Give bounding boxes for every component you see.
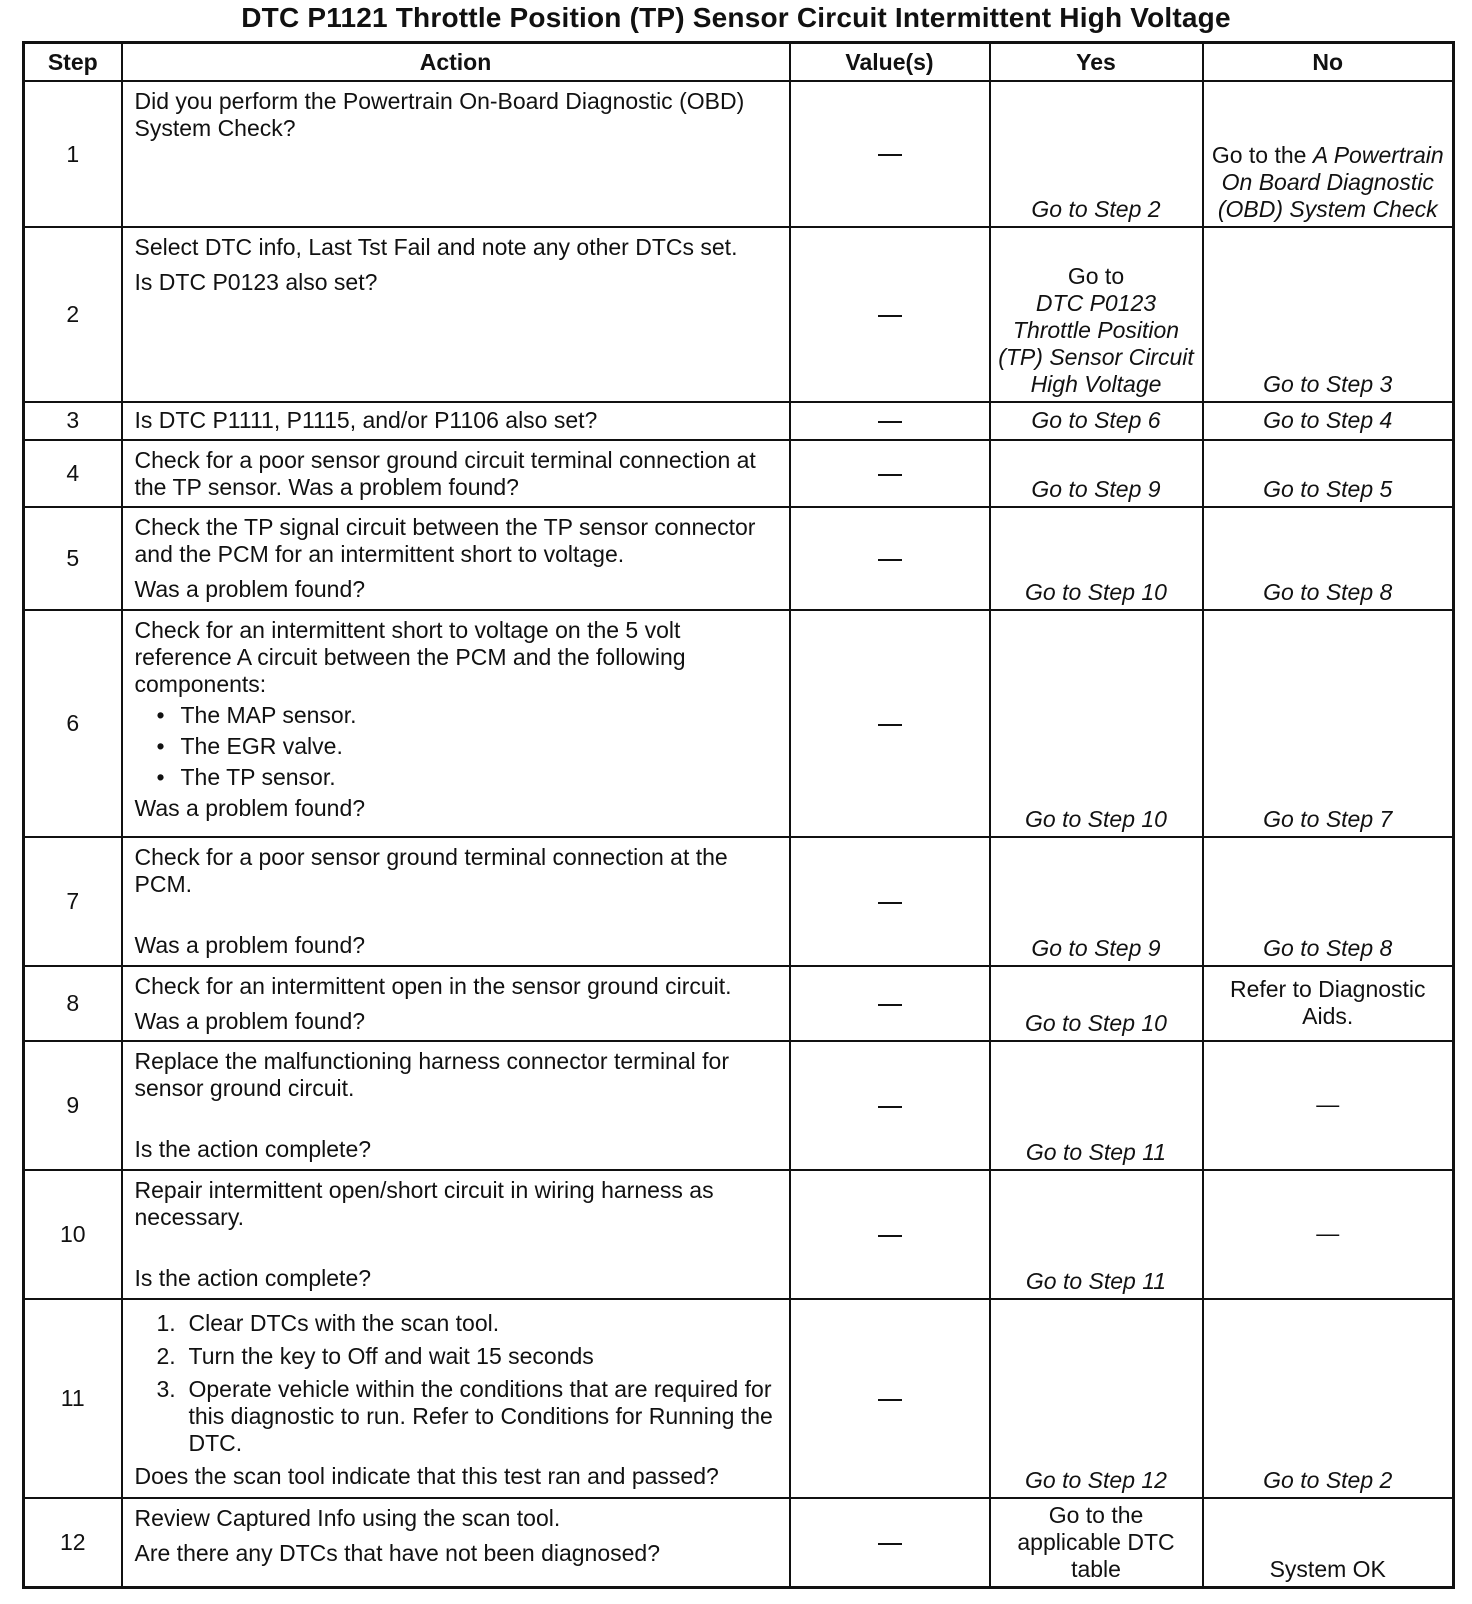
action-text: Select DTC info, Last Tst Fail and note any other DTCs set. <box>134 234 738 261</box>
value-cell <box>790 837 990 966</box>
dash-icon <box>878 1543 902 1545</box>
list-item: • The EGR valve. <box>157 733 781 760</box>
header-step: Step <box>24 43 122 82</box>
yes-cell: Go to Step 10 <box>990 507 1203 609</box>
value-cell <box>790 966 990 1041</box>
step-number: 10 <box>24 1170 122 1299</box>
action-text: Check the TP signal circuit between the TP sensor connector and the PCM for an intermittent short to voltage. <box>134 514 756 568</box>
dash-icon <box>878 559 902 561</box>
action-question: Is the action complete? <box>134 1135 372 1162</box>
yes-cell: Go to Step 6 <box>990 402 1203 441</box>
step-number: 2 <box>24 227 122 402</box>
no-link: A Powertrain On Board Diagnostic (OBD) System Check <box>1217 142 1444 223</box>
page-title: DTC P1121 Throttle Position (TP) Sensor Circuit Intermittent High Voltage <box>241 2 1231 33</box>
no-cell: Refer to Diagnostic Aids. <box>1203 966 1454 1041</box>
table-row <box>24 81 1454 227</box>
list-item <box>157 1376 781 1457</box>
action-text: Did you perform the Powertrain On-Board Diagnostic (OBD) System Check? <box>134 88 745 141</box>
no-cell: Go to Step 2 <box>1203 1299 1454 1498</box>
action-text: Repair intermittent open/short circuit in wiring harness as necessary. <box>134 1176 714 1230</box>
action-cell <box>122 1299 790 1498</box>
yes-cell: Go to Step 10 <box>990 966 1203 1041</box>
list-item <box>157 1310 781 1337</box>
header-row <box>24 43 1454 82</box>
action-text: Check for a poor sensor ground terminal connection at the PCM. <box>134 844 728 897</box>
action-cell <box>122 402 790 441</box>
action-question: Does the scan tool indicate that this test ran and passed? <box>134 1462 719 1489</box>
dash-icon <box>878 421 902 423</box>
action-text: Replace the malfunctioning harness connector terminal for sensor ground circuit. <box>134 1047 729 1101</box>
table-row <box>24 1041 1454 1170</box>
yes-cell: Go to Step 2 <box>990 81 1203 227</box>
action-question: Was a problem found? <box>134 1007 366 1034</box>
value-cell <box>790 440 990 507</box>
table-row <box>24 440 1454 507</box>
action-text: Check for an intermittent open in the sensor ground circuit. <box>134 972 732 999</box>
table-row <box>24 507 1454 609</box>
header-action: Action <box>122 43 790 82</box>
dash-icon <box>878 154 902 156</box>
table-row <box>24 1498 1454 1588</box>
list-number: 3. <box>156 1375 176 1402</box>
dash-icon <box>878 315 902 317</box>
yes-cell <box>990 227 1203 402</box>
no-cell: Go to Step 3 <box>1203 227 1454 402</box>
table-row <box>24 837 1454 966</box>
action-question: Are there any DTCs that have not been diagnosed? <box>134 1539 661 1566</box>
yes-cell: Go to Step 9 <box>990 440 1203 507</box>
step-number: 11 <box>24 1299 122 1498</box>
dash-icon <box>878 1106 902 1108</box>
action-cell <box>122 227 790 402</box>
value-cell <box>790 1170 990 1299</box>
action-text: Review Captured Info using the scan tool. <box>134 1504 561 1531</box>
value-cell <box>790 227 990 402</box>
action-text: Check for an intermittent short to voltage on the 5 volt reference A circuit between the PCM and the following components: <box>134 616 686 697</box>
no-cell: Go to Step 5 <box>1203 440 1454 507</box>
table-row <box>24 402 1454 441</box>
value-cell <box>790 610 990 837</box>
diagnostic-table <box>22 41 1455 1589</box>
step-number: 7 <box>24 837 122 966</box>
action-text: Is DTC P1111, P1115, and/or P1106 also set? <box>134 407 598 434</box>
action-question: Is DTC P0123 also set? <box>134 269 378 296</box>
yes-cell: Go to Step 9 <box>990 837 1203 966</box>
header-yes: Yes <box>990 43 1203 82</box>
list-text: Turn the key to Off and wait 15 seconds <box>188 1342 594 1369</box>
action-cell <box>122 610 790 837</box>
yes-cell: Go to Step 12 <box>990 1299 1203 1498</box>
yes-prefix: Go to <box>1067 262 1125 289</box>
no-cell: System OK <box>1203 1498 1454 1588</box>
table-row <box>24 1170 1454 1299</box>
value-cell <box>790 507 990 609</box>
step-number: 9 <box>24 1041 122 1170</box>
action-question: Was a problem found? <box>134 576 366 603</box>
dash-icon <box>878 902 902 904</box>
header-values: Value(s) <box>790 43 990 82</box>
action-cell <box>122 966 790 1041</box>
list-item: • The MAP sensor. <box>157 702 781 729</box>
step-number: 12 <box>24 1498 122 1588</box>
action-cell <box>122 507 790 609</box>
no-prefix: Go to the <box>1211 142 1307 169</box>
action-question: Was a problem found? <box>134 794 366 821</box>
value-cell <box>790 1041 990 1170</box>
header-no: No <box>1203 43 1454 82</box>
yes-link: DTC P0123 Throttle Position (TP) Sensor Circuit High Voltage <box>998 289 1194 397</box>
no-cell: — <box>1203 1041 1454 1170</box>
yes-cell: Go to the applicable DTC table <box>990 1498 1203 1588</box>
step-number: 3 <box>24 402 122 441</box>
step-number: 6 <box>24 610 122 837</box>
action-cell <box>122 1041 790 1170</box>
list-text: Operate vehicle within the conditions that are required for this diagnostic to run. Refer to Conditions for Running the DTC. <box>188 1375 773 1456</box>
value-cell <box>790 402 990 441</box>
list-item <box>157 1343 781 1370</box>
step-number: 5 <box>24 507 122 609</box>
dash-icon <box>878 724 902 726</box>
value-cell <box>790 1498 990 1588</box>
list-item: • The TP sensor. <box>157 764 781 791</box>
table-row <box>24 1299 1454 1498</box>
no-cell: Go to Step 7 <box>1203 610 1454 837</box>
dash-icon <box>878 1399 902 1401</box>
yes-cell: Go to Step 11 <box>990 1170 1203 1299</box>
action-cell <box>122 1498 790 1588</box>
table-row <box>24 610 1454 837</box>
list-number: 1. <box>156 1309 176 1336</box>
component-list <box>135 702 781 791</box>
no-cell: Go to Step 8 <box>1203 507 1454 609</box>
yes-cell: Go to Step 11 <box>990 1041 1203 1170</box>
yes-cell: Go to Step 10 <box>990 610 1203 837</box>
action-question: Was a problem found? <box>134 932 366 958</box>
no-cell: Go to Step 4 <box>1203 402 1454 441</box>
step-number: 4 <box>24 440 122 507</box>
list-number: 2. <box>156 1342 176 1369</box>
no-cell: — <box>1203 1170 1454 1299</box>
action-cell <box>122 837 790 966</box>
step-number: 8 <box>24 966 122 1041</box>
value-cell <box>790 81 990 227</box>
no-cell: Go to Step 8 <box>1203 837 1454 966</box>
action-cell <box>122 440 790 507</box>
action-text: Check for a poor sensor ground circuit terminal connection at the TP sensor. Was a problem found? <box>134 447 756 501</box>
value-cell <box>790 1299 990 1498</box>
dash-icon <box>878 474 902 476</box>
dash-icon <box>878 1235 902 1237</box>
action-question: Is the action complete? <box>134 1264 372 1291</box>
list-text: Clear DTCs with the scan tool. <box>188 1309 500 1336</box>
action-cell <box>122 81 790 227</box>
procedure-list <box>135 1310 781 1457</box>
table-row <box>24 966 1454 1041</box>
no-cell <box>1203 81 1454 227</box>
action-cell <box>122 1170 790 1299</box>
table-row <box>24 227 1454 402</box>
dash-icon <box>878 1004 902 1006</box>
step-number: 1 <box>24 81 122 227</box>
